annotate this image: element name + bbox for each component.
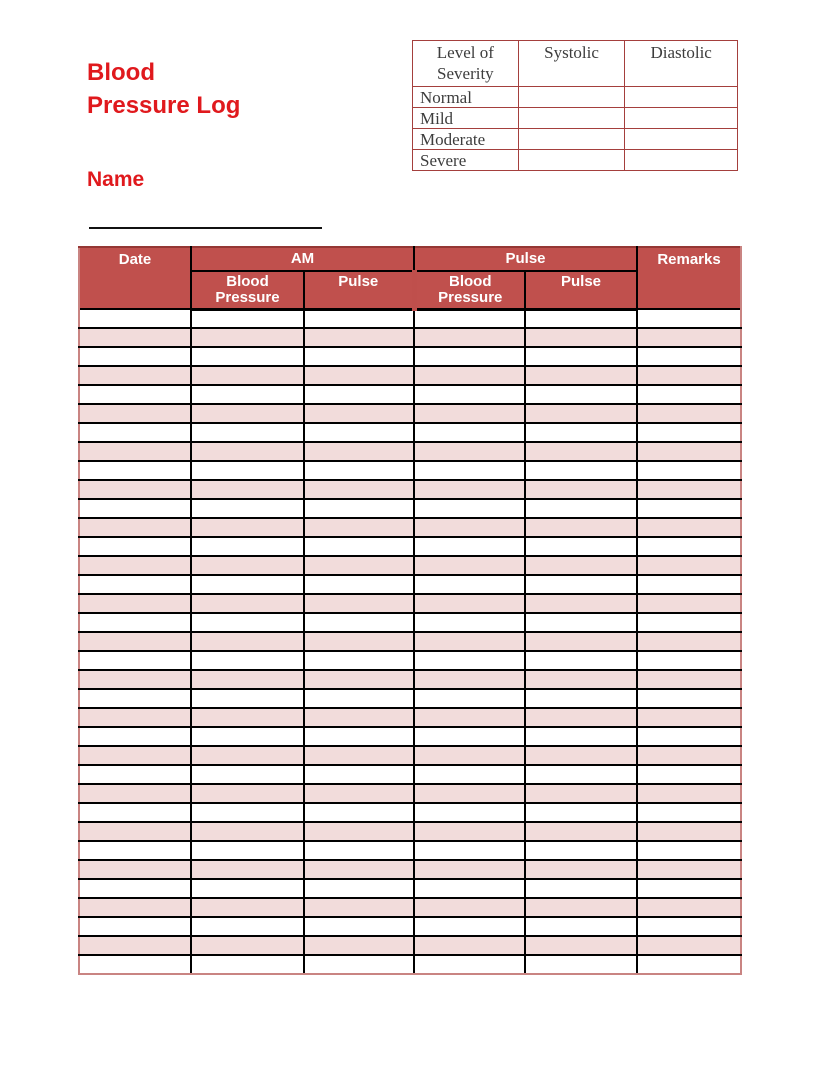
log-cell-remarks[interactable] [637,537,741,556]
log-subheader-pm-pulse: Pulse [525,271,637,309]
log-cell-pm-pulse[interactable] [525,765,637,784]
log-cell-am-pulse[interactable] [304,955,414,974]
log-row [79,366,741,385]
log-cell-pm-pulse[interactable] [525,879,637,898]
log-cell-pm-blood-pressure[interactable] [414,575,525,594]
log-cell-date[interactable] [79,936,191,955]
severity-level-label: Severe [413,150,519,171]
log-row [79,955,741,974]
log-cell-pm-blood-pressure[interactable] [414,347,525,366]
log-subheader-am-pulse: Pulse [304,271,414,309]
log-cell-am-pulse[interactable] [304,784,414,803]
log-cell-date[interactable] [79,461,191,480]
log-cell-am-blood-pressure[interactable] [191,556,304,575]
log-cell-pm-blood-pressure[interactable] [414,366,525,385]
log-row [79,670,741,689]
log-row [79,537,741,556]
log-cell-pm-pulse[interactable] [525,784,637,803]
log-cell-am-blood-pressure[interactable] [191,917,304,936]
log-row [79,727,741,746]
log-row [79,651,741,670]
log-header-date: Date [79,247,191,309]
log-row [79,328,741,347]
log-cell-remarks[interactable] [637,955,741,974]
log-cell-pm-blood-pressure[interactable] [414,632,525,651]
severity-systolic-cell[interactable] [518,87,625,108]
log-cell-date[interactable] [79,727,191,746]
log-cell-pm-blood-pressure[interactable] [414,404,525,423]
severity-diastolic-cell[interactable] [625,129,738,150]
log-cell-remarks[interactable] [637,404,741,423]
log-cell-am-blood-pressure[interactable] [191,708,304,727]
log-cell-pm-blood-pressure[interactable] [414,784,525,803]
log-cell-date[interactable] [79,708,191,727]
log-row [79,461,741,480]
log-cell-am-blood-pressure[interactable] [191,689,304,708]
log-cell-pm-blood-pressure[interactable] [414,727,525,746]
log-cell-am-blood-pressure[interactable] [191,518,304,537]
log-row [79,689,741,708]
log-cell-am-blood-pressure[interactable] [191,727,304,746]
severity-level-label: Mild [413,108,519,129]
log-header-remarks: Remarks [637,247,741,309]
log-cell-am-pulse[interactable] [304,575,414,594]
log-cell-pm-pulse[interactable] [525,385,637,404]
log-row [79,404,741,423]
log-cell-remarks[interactable] [637,708,741,727]
log-row [79,347,741,366]
log-cell-pm-blood-pressure[interactable] [414,537,525,556]
log-cell-am-blood-pressure[interactable] [191,423,304,442]
log-cell-date[interactable] [79,822,191,841]
log-cell-pm-blood-pressure[interactable] [414,860,525,879]
log-cell-pm-pulse[interactable] [525,366,637,385]
log-cell-pm-pulse[interactable] [525,328,637,347]
log-cell-date[interactable] [79,917,191,936]
log-cell-pm-blood-pressure[interactable] [414,841,525,860]
log-cell-pm-pulse[interactable] [525,461,637,480]
severity-header-row [413,41,738,87]
log-cell-remarks[interactable] [637,898,741,917]
severity-row [413,129,738,150]
log-cell-pm-blood-pressure[interactable] [414,423,525,442]
log-cell-remarks[interactable] [637,860,741,879]
log-cell-pm-pulse[interactable] [525,822,637,841]
log-cell-remarks[interactable] [637,518,741,537]
log-cell-remarks[interactable] [637,879,741,898]
log-cell-am-blood-pressure[interactable] [191,404,304,423]
log-cell-date[interactable] [79,385,191,404]
log-cell-remarks[interactable] [637,499,741,518]
log-cell-remarks[interactable] [637,803,741,822]
log-cell-pm-blood-pressure[interactable] [414,309,525,328]
severity-header-level: Level of Severity [413,41,519,87]
log-cell-remarks[interactable] [637,480,741,499]
log-cell-remarks[interactable] [637,746,741,765]
log-cell-am-blood-pressure[interactable] [191,537,304,556]
severity-table [412,40,738,171]
log-cell-pm-blood-pressure[interactable] [414,689,525,708]
log-cell-pm-pulse[interactable] [525,480,637,499]
log-row [79,480,741,499]
log-cell-remarks[interactable] [637,632,741,651]
log-row [79,879,741,898]
log-cell-pm-pulse[interactable] [525,594,637,613]
severity-table-body [413,87,738,171]
log-cell-remarks[interactable] [637,613,741,632]
log-cell-am-pulse[interactable] [304,499,414,518]
log-cell-am-pulse[interactable] [304,613,414,632]
log-cell-pm-blood-pressure[interactable] [414,651,525,670]
log-cell-am-blood-pressure[interactable] [191,784,304,803]
log-cell-date[interactable] [79,480,191,499]
log-cell-date[interactable] [79,518,191,537]
log-cell-am-pulse[interactable] [304,898,414,917]
log-cell-pm-blood-pressure[interactable] [414,518,525,537]
log-cell-date[interactable] [79,537,191,556]
log-cell-pm-pulse[interactable] [525,727,637,746]
log-cell-am-pulse[interactable] [304,518,414,537]
log-cell-pm-blood-pressure[interactable] [414,955,525,974]
log-cell-date[interactable] [79,499,191,518]
log-cell-date[interactable] [79,575,191,594]
log-cell-am-pulse[interactable] [304,594,414,613]
log-cell-remarks[interactable] [637,461,741,480]
log-cell-remarks[interactable] [637,442,741,461]
log-cell-date[interactable] [79,651,191,670]
log-cell-am-blood-pressure[interactable] [191,328,304,347]
log-cell-remarks[interactable] [637,594,741,613]
log-row [79,803,741,822]
log-cell-remarks[interactable] [637,784,741,803]
log-cell-am-pulse[interactable] [304,651,414,670]
log-cell-remarks[interactable] [637,689,741,708]
log-cell-remarks[interactable] [637,423,741,442]
log-cell-am-blood-pressure[interactable] [191,746,304,765]
log-row [79,841,741,860]
log-row [79,917,741,936]
log-cell-remarks[interactable] [637,309,741,328]
log-cell-am-pulse[interactable] [304,309,414,328]
log-cell-pm-pulse[interactable] [525,917,637,936]
log-cell-pm-pulse[interactable] [525,746,637,765]
severity-diastolic-cell[interactable] [625,87,738,108]
bp-log-table [78,246,742,975]
log-cell-am-blood-pressure[interactable] [191,347,304,366]
log-cell-am-blood-pressure[interactable] [191,632,304,651]
log-cell-remarks[interactable] [637,727,741,746]
log-row [79,765,741,784]
log-cell-pm-pulse[interactable] [525,860,637,879]
log-cell-am-blood-pressure[interactable] [191,651,304,670]
log-cell-am-pulse[interactable] [304,879,414,898]
log-cell-pm-blood-pressure[interactable] [414,803,525,822]
log-row [79,385,741,404]
log-cell-remarks[interactable] [637,917,741,936]
log-subheader-pm-blood-pressure: Blood Pressure [414,271,525,309]
log-cell-pm-pulse[interactable] [525,841,637,860]
log-cell-pm-blood-pressure[interactable] [414,822,525,841]
severity-diastolic-cell[interactable] [625,150,738,171]
log-cell-pm-blood-pressure[interactable] [414,670,525,689]
log-cell-date[interactable] [79,784,191,803]
log-cell-pm-blood-pressure[interactable] [414,461,525,480]
log-cell-pm-pulse[interactable] [525,803,637,822]
log-cell-pm-pulse[interactable] [525,442,637,461]
log-cell-date[interactable] [79,613,191,632]
log-cell-pm-blood-pressure[interactable] [414,765,525,784]
log-row [79,898,741,917]
log-cell-remarks[interactable] [637,347,741,366]
page-title-line-1: Blood [87,59,155,86]
severity-row [413,108,738,129]
log-cell-am-pulse[interactable] [304,385,414,404]
page-title [87,56,240,122]
log-row [79,746,741,765]
log-cell-pm-pulse[interactable] [525,651,637,670]
log-cell-pm-pulse[interactable] [525,670,637,689]
log-cell-pm-blood-pressure[interactable] [414,708,525,727]
severity-header-systolic: Systolic [518,41,625,87]
log-cell-am-blood-pressure[interactable] [191,860,304,879]
log-row [79,309,741,328]
log-cell-date[interactable] [79,765,191,784]
log-row [79,594,741,613]
severity-row [413,150,738,171]
log-cell-date[interactable] [79,689,191,708]
log-cell-am-pulse[interactable] [304,689,414,708]
log-cell-date[interactable] [79,556,191,575]
log-cell-remarks[interactable] [637,556,741,575]
log-cell-am-blood-pressure[interactable] [191,594,304,613]
log-cell-remarks[interactable] [637,366,741,385]
log-cell-am-blood-pressure[interactable] [191,841,304,860]
log-row [79,784,741,803]
log-cell-am-blood-pressure[interactable] [191,385,304,404]
log-cell-date[interactable] [79,328,191,347]
log-cell-pm-pulse[interactable] [525,708,637,727]
log-row [79,613,741,632]
log-cell-am-pulse[interactable] [304,480,414,499]
log-cell-am-pulse[interactable] [304,708,414,727]
log-cell-pm-pulse[interactable] [525,613,637,632]
log-cell-am-pulse[interactable] [304,347,414,366]
log-cell-date[interactable] [79,423,191,442]
log-cell-date[interactable] [79,841,191,860]
log-cell-am-pulse[interactable] [304,841,414,860]
severity-systolic-cell[interactable] [518,129,625,150]
log-cell-pm-pulse[interactable] [525,556,637,575]
severity-header-diastolic: Diastolic [625,41,738,87]
log-cell-pm-pulse[interactable] [525,575,637,594]
log-cell-am-blood-pressure[interactable] [191,765,304,784]
log-cell-remarks[interactable] [637,575,741,594]
log-cell-remarks[interactable] [637,670,741,689]
log-row [79,822,741,841]
log-cell-am-blood-pressure[interactable] [191,822,304,841]
log-cell-am-pulse[interactable] [304,556,414,575]
log-cell-pm-blood-pressure[interactable] [414,613,525,632]
severity-level-label: Normal [413,87,519,108]
log-cell-remarks[interactable] [637,822,741,841]
log-cell-remarks[interactable] [637,841,741,860]
log-cell-am-blood-pressure[interactable] [191,309,304,328]
log-cell-date[interactable] [79,347,191,366]
log-cell-am-pulse[interactable] [304,461,414,480]
log-cell-am-pulse[interactable] [304,746,414,765]
log-cell-date[interactable] [79,309,191,328]
log-cell-pm-pulse[interactable] [525,955,637,974]
log-cell-pm-blood-pressure[interactable] [414,898,525,917]
log-row [79,442,741,461]
log-cell-pm-pulse[interactable] [525,499,637,518]
name-underline-field[interactable] [89,227,322,229]
log-cell-remarks[interactable] [637,385,741,404]
log-cell-pm-pulse[interactable] [525,423,637,442]
log-cell-remarks[interactable] [637,765,741,784]
page-title-line-2: Pressure Log [87,92,241,119]
log-cell-date[interactable] [79,955,191,974]
log-cell-am-blood-pressure[interactable] [191,613,304,632]
log-cell-am-pulse[interactable] [304,423,414,442]
log-cell-am-blood-pressure[interactable] [191,499,304,518]
log-header-row-groups [79,247,741,271]
log-cell-am-pulse[interactable] [304,936,414,955]
log-cell-remarks[interactable] [637,328,741,347]
log-cell-pm-blood-pressure[interactable] [414,879,525,898]
log-cell-am-pulse[interactable] [304,860,414,879]
log-cell-date[interactable] [79,898,191,917]
log-cell-am-pulse[interactable] [304,404,414,423]
log-subheader-am-blood-pressure: Blood Pressure [191,271,304,309]
log-cell-date[interactable] [79,860,191,879]
log-cell-pm-pulse[interactable] [525,309,637,328]
log-cell-am-blood-pressure[interactable] [191,955,304,974]
log-cell-date[interactable] [79,803,191,822]
log-row [79,860,741,879]
log-cell-date[interactable] [79,442,191,461]
log-row [79,556,741,575]
log-cell-pm-pulse[interactable] [525,632,637,651]
log-cell-pm-pulse[interactable] [525,518,637,537]
log-row [79,423,741,442]
log-row [79,936,741,955]
log-cell-am-blood-pressure[interactable] [191,670,304,689]
log-cell-pm-blood-pressure[interactable] [414,594,525,613]
log-cell-am-blood-pressure[interactable] [191,879,304,898]
log-cell-pm-blood-pressure[interactable] [414,442,525,461]
log-cell-pm-pulse[interactable] [525,347,637,366]
severity-row [413,87,738,108]
log-cell-pm-blood-pressure[interactable] [414,480,525,499]
log-row [79,708,741,727]
log-cell-date[interactable] [79,746,191,765]
log-cell-am-pulse[interactable] [304,822,414,841]
log-cell-pm-blood-pressure[interactable] [414,328,525,347]
severity-systolic-cell[interactable] [518,150,625,171]
severity-systolic-cell[interactable] [518,108,625,129]
log-row [79,499,741,518]
log-cell-pm-pulse[interactable] [525,936,637,955]
log-cell-pm-blood-pressure[interactable] [414,385,525,404]
log-cell-am-blood-pressure[interactable] [191,366,304,385]
log-row [79,575,741,594]
log-cell-pm-blood-pressure[interactable] [414,746,525,765]
name-label: Name [87,168,145,191]
log-cell-pm-blood-pressure[interactable] [414,917,525,936]
log-cell-date[interactable] [79,632,191,651]
log-cell-am-pulse[interactable] [304,366,414,385]
log-cell-date[interactable] [79,879,191,898]
log-cell-pm-blood-pressure[interactable] [414,556,525,575]
log-header-group-am: AM [191,247,414,271]
log-cell-pm-pulse[interactable] [525,537,637,556]
log-cell-date[interactable] [79,670,191,689]
log-cell-pm-blood-pressure[interactable] [414,499,525,518]
log-cell-pm-pulse[interactable] [525,898,637,917]
log-cell-am-blood-pressure[interactable] [191,480,304,499]
log-cell-am-pulse[interactable] [304,803,414,822]
log-cell-am-pulse[interactable] [304,917,414,936]
log-cell-date[interactable] [79,366,191,385]
log-cell-pm-pulse[interactable] [525,404,637,423]
log-cell-am-pulse[interactable] [304,727,414,746]
log-cell-am-blood-pressure[interactable] [191,936,304,955]
log-cell-date[interactable] [79,404,191,423]
log-cell-am-pulse[interactable] [304,537,414,556]
log-cell-date[interactable] [79,594,191,613]
log-cell-remarks[interactable] [637,651,741,670]
log-cell-pm-pulse[interactable] [525,689,637,708]
log-cell-am-blood-pressure[interactable] [191,803,304,822]
log-cell-remarks[interactable] [637,936,741,955]
log-row [79,518,741,537]
log-row [79,632,741,651]
log-cell-am-pulse[interactable] [304,765,414,784]
severity-diastolic-cell[interactable] [625,108,738,129]
log-cell-am-pulse[interactable] [304,442,414,461]
log-cell-am-blood-pressure[interactable] [191,898,304,917]
log-cell-am-pulse[interactable] [304,328,414,347]
log-cell-am-blood-pressure[interactable] [191,461,304,480]
log-cell-am-blood-pressure[interactable] [191,442,304,461]
log-cell-am-pulse[interactable] [304,632,414,651]
bp-log-table-body [79,309,741,974]
log-cell-am-pulse[interactable] [304,670,414,689]
log-header-group-pm: Pulse [414,247,637,271]
severity-level-label: Moderate [413,129,519,150]
log-cell-am-blood-pressure[interactable] [191,575,304,594]
log-cell-pm-blood-pressure[interactable] [414,936,525,955]
